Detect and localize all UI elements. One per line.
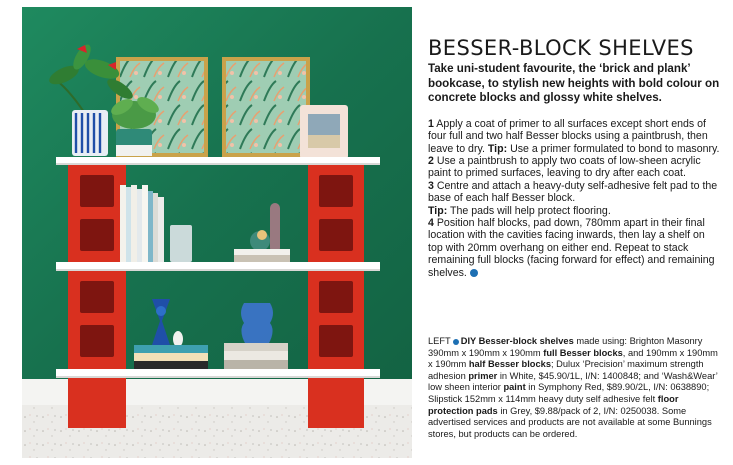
step-number: 3 [428, 179, 434, 192]
caption-text: ; Dulux ‘Precision’ maximum strength adhesion [428, 359, 704, 381]
caption-label: LEFT [428, 336, 451, 346]
caption-text: made using: Brighton Masonry 390mm x 190mm x 190mm [428, 336, 703, 358]
caption-text: , and 190mm x 190mm x 190mm [428, 347, 718, 370]
shelf-top [56, 157, 380, 164]
step-number: 2 [428, 155, 434, 167]
step-number: 1 [428, 117, 434, 130]
shelf-middle [56, 262, 380, 270]
tip-text: The pads will help protect flooring. [450, 204, 611, 217]
step-text: Apply a coat of primer to all surfaces except short ends of four full and two half Besser blocks using a paintbrush, then leave to dry. [428, 117, 708, 155]
instructions [428, 118, 720, 279]
step-text: Use a paintbrush to apply two coats of low-sheen acrylic paint to primed surfaces, leaving to dry after each coat. [428, 155, 701, 180]
step-text: Centre and attach a heavy-duty self-adhesive felt pad to the base of each half Besser block. [428, 179, 718, 205]
artwork-right [222, 57, 310, 157]
headline: BESSER-BLOCK SHELVES [428, 36, 694, 60]
block-left-upper [68, 165, 126, 262]
caption-text: in Grey, $9.88/pack of 2, I/N: 0250038. Some advertised services and products are not available at some Bunnings stores, but products can be ordered. [428, 405, 712, 439]
tip-text: Use a primer formulated to bond to masonry. [510, 142, 720, 155]
article [428, 36, 720, 279]
caption-product-name: full Besser blocks [543, 347, 623, 358]
caption-product-name: half Besser blocks [468, 359, 551, 370]
half-block-left [68, 378, 126, 428]
caption-text: in White, $45.90/1L, I/N: 1400848; and ‘Wash&Wear’ low sheen interior [428, 370, 718, 393]
block-right-lower [308, 271, 364, 369]
caption-product-name: DIY Besser-block shelves [460, 336, 574, 346]
step-text: Position half blocks, pad down, 780mm apart in their final location with the cavities facing inwards, then lay a shelf on top with 20mm overhang on either end. Repeat to stack remaining full blocks (facing forward for effect) and remaining shelves. [428, 217, 715, 279]
caption-product-name: primer [468, 370, 498, 381]
shelves-photo [22, 7, 412, 458]
shelf-bottom [56, 369, 380, 377]
photo-frame [300, 105, 348, 159]
caption-body [428, 336, 718, 439]
half-block-right [308, 378, 364, 428]
caption-product-name: floor protection pads [428, 393, 679, 416]
end-mark-icon [470, 269, 478, 277]
block-right-upper [308, 165, 364, 262]
caption-product-name: paint [503, 382, 526, 393]
tip-label: Tip: [487, 142, 508, 155]
standfirst: Take uni-student favourite, the ‘brick and plank’ bookcase, to stylish new heights with bold colour on concrete blocks and glossy white shelves. [428, 62, 720, 105]
block-left-lower [68, 271, 126, 369]
caption-text: in Symphony Red, $89.90/2L, I/N: 0638890; Slipstick 152mm x 114mm heavy duty self adhesive felt [428, 382, 710, 404]
step-number: 4 [428, 217, 434, 230]
bullet-dot-icon [453, 339, 459, 345]
product-caption [428, 336, 720, 440]
tip-label: Tip: [428, 204, 448, 217]
